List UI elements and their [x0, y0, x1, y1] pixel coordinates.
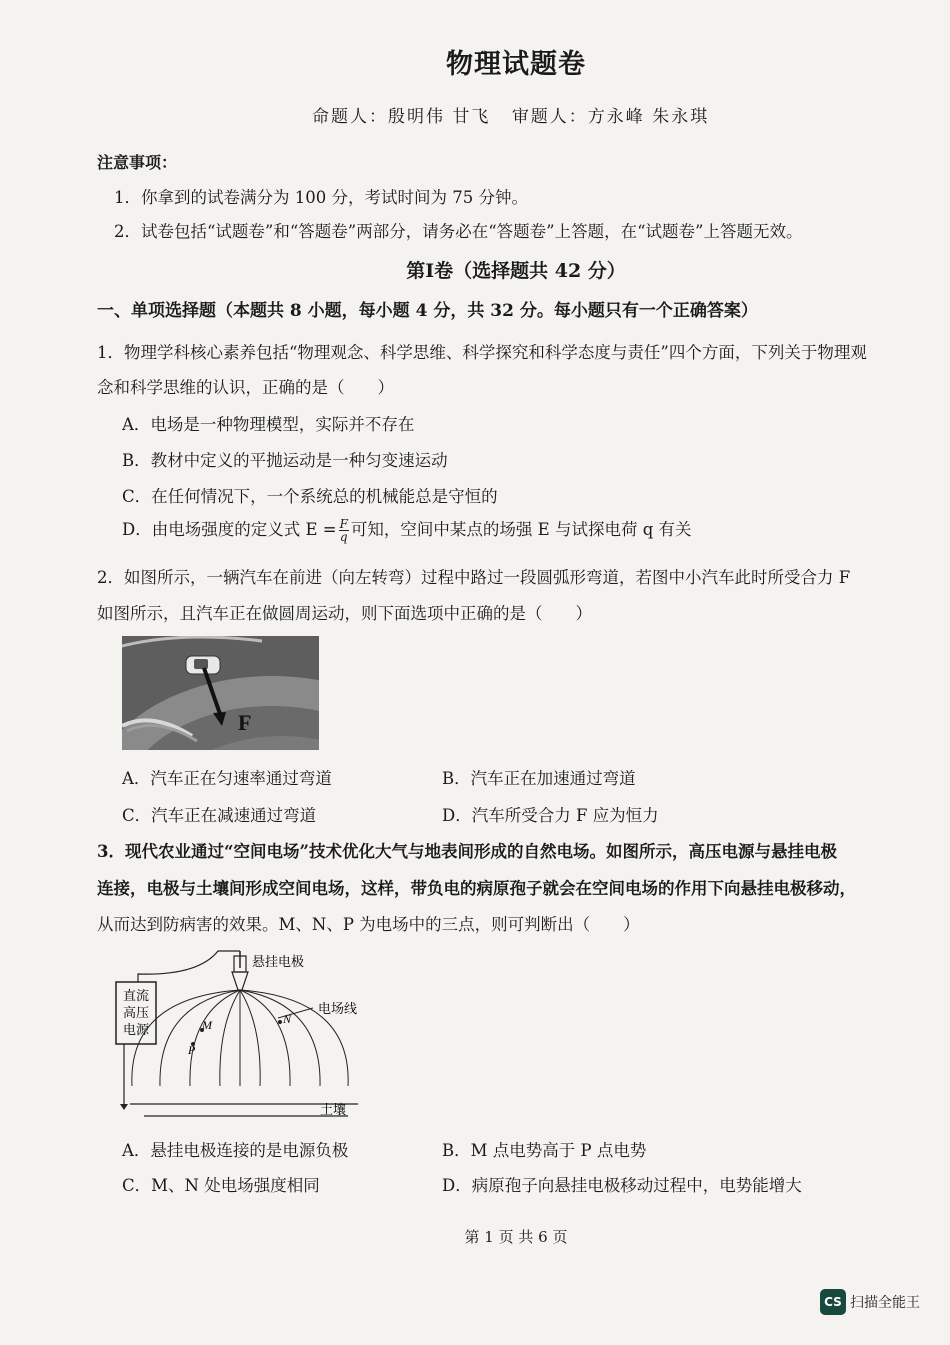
q3-option-d: D．病原孢子向悬挂电极移动过程中，电势能增大 — [442, 1176, 802, 1195]
field-lines-label: 电场线 — [318, 1001, 358, 1016]
section-title: 第Ⅰ卷（选择题共 42 分） — [406, 260, 626, 282]
q3-stem-line3: 从而达到防病害的效果。M、N、P 为电场中的三点，则可判断出（ ） — [97, 915, 640, 934]
q2-stem-line2: 如图所示，且汽车正在做圆周运动，则下面选项中正确的是（ ） — [97, 604, 592, 623]
point-n-label: N — [283, 1012, 292, 1026]
field-lines — [132, 990, 348, 1086]
authors-line — [312, 102, 723, 127]
road-illustration — [122, 636, 319, 750]
q1-option-c: C．在任何情况下，一个系统总的机械能总是守恒的 — [122, 487, 498, 506]
q2-option-c: C．汽车正在减速通过弯道 — [122, 806, 317, 825]
q2-option-a: A．汽车正在匀速率通过弯道 — [122, 769, 332, 788]
power-source-label-2: 高压 — [122, 1005, 150, 1020]
q1-option-b: B．教材中定义的平抛运动是一种匀变速运动 — [122, 451, 448, 470]
fraction-numerator: F — [339, 517, 348, 531]
camscanner-logo-icon: CS — [820, 1289, 846, 1315]
power-source-label-1: 直流 — [122, 988, 150, 1003]
note-item-2: 2．试卷包括“试题卷”和“答题卷”两部分，请务必在“答题卷”上答题，在“试题卷”上答题无效。 — [114, 222, 803, 241]
page-title: 物理试题卷 — [446, 49, 586, 80]
q3-option-c: C．M、N 处电场强度相同 — [122, 1176, 320, 1195]
q3-option-b: B．M 点电势高于 P 点电势 — [442, 1141, 647, 1160]
q2-option-b: B．汽车正在加速通过弯道 — [442, 769, 636, 788]
q1-option-a: A．电场是一种物理模型，实际并不存在 — [122, 415, 415, 434]
electric-field-diagram — [108, 946, 370, 1121]
reviewers-label: 审题人：方永峰 朱永琪 — [511, 107, 710, 127]
electrode-label: 悬挂电极 — [252, 954, 305, 969]
force-label-f: F — [238, 710, 252, 735]
curved-road-photo — [122, 636, 319, 750]
q1-stem-line2: 念和科学思维的认识，正确的是（ ） — [97, 378, 394, 397]
point-p-label: P — [188, 1043, 196, 1057]
q2-option-d: D．汽车所受合力 F 应为恒力 — [442, 806, 659, 825]
q3-stem-line1: 3．现代农业通过“空间电场”技术优化大气与地表间形成的自然电场。如图所示，高压电源与悬挂电极 — [97, 842, 837, 861]
notes-heading: 注意事项： — [97, 153, 178, 172]
power-source-label-3: 电源 — [122, 1022, 150, 1037]
q2-stem-line1: 2．如图所示，一辆汽车在前进（向左转弯）过程中路过一段圆弧形弯道，若图中小汽车此时所受合力 F — [97, 568, 851, 587]
q1-option-d — [122, 516, 692, 543]
point-m-label: M — [202, 1018, 212, 1032]
section-subtitle: 一、单项选择题（本题共 8 小题，每小题 4 分，共 32 分。每小题只有一个正确答案） — [97, 301, 758, 321]
fraction-denominator: q — [339, 530, 348, 544]
field-diagram-svg — [108, 946, 370, 1121]
q3-stem-line2: 连接，电极与土壤间形成空间电场，这样，带负电的病原孢子就会在空间电场的作用下向悬挂电极移动， — [97, 879, 856, 898]
q1-stem-line1: 1．物理学科核心素养包括“物理观念、科学思维、科学探究和科学态度与责任”四个方面，下列关于物理观 — [97, 343, 867, 362]
setters-label: 命题人：殷明伟 甘飞 — [312, 107, 491, 127]
watermark-text: 扫描全能王 — [850, 1295, 920, 1311]
page-number: 第 1 页 共 6 页 — [464, 1228, 568, 1246]
fraction-f-over-q — [339, 518, 349, 543]
q1-option-d-post: 可知，空间中某点的场强 E 与试探电荷 q 有关 — [350, 520, 692, 539]
q3-option-a: A．悬挂电极连接的是电源负极 — [122, 1141, 349, 1160]
soil-label: 土壤 — [320, 1102, 347, 1117]
note-item-1: 1．你拿到的试卷满分为 100 分，考试时间为 75 分钟。 — [114, 188, 528, 207]
q1-option-d-pre: D．由电场强度的定义式 E = — [122, 520, 337, 539]
